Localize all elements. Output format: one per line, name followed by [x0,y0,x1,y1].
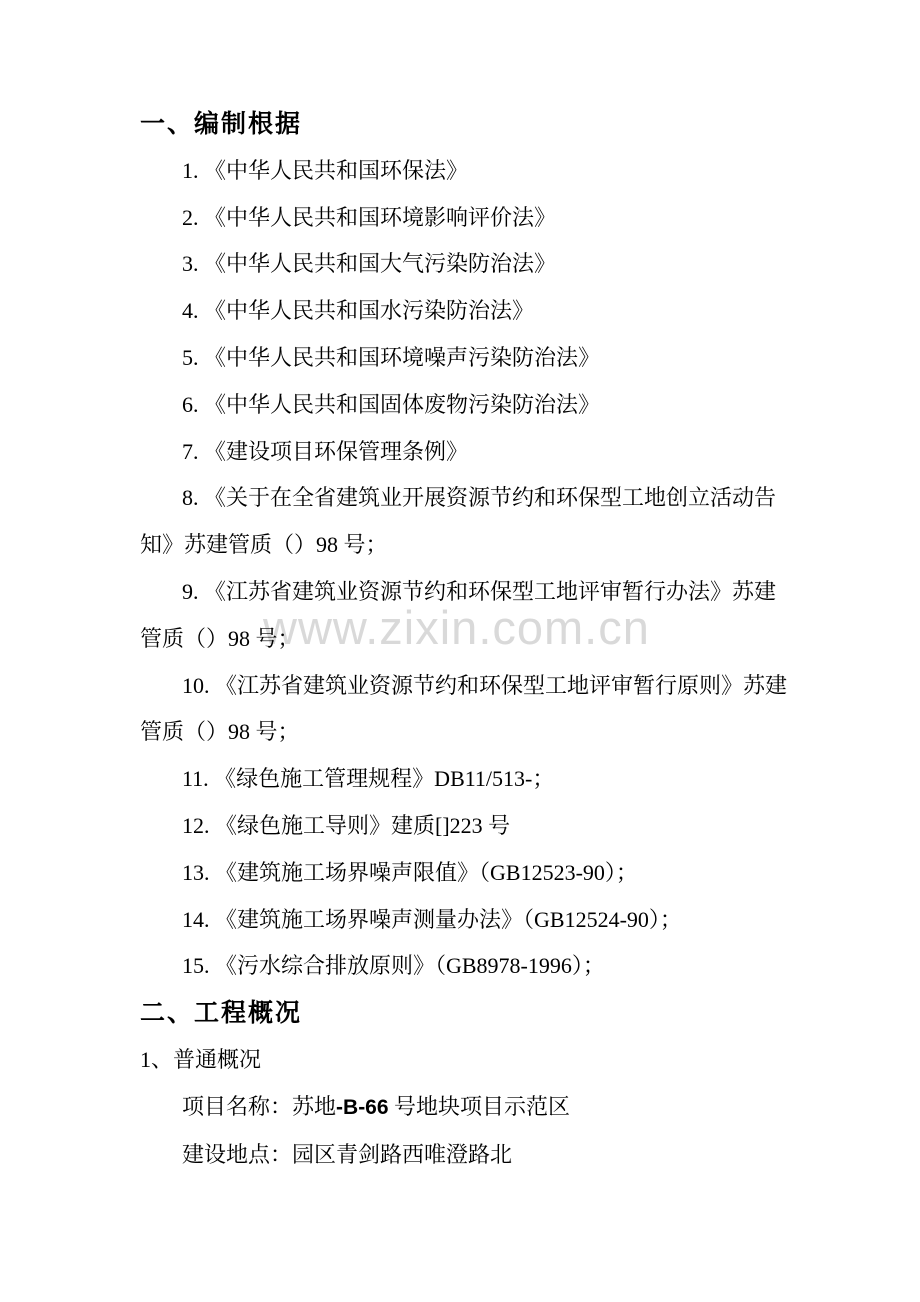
subsection-heading: 1、普通概况 [140,1046,262,1072]
watermark: www.zixin.com.cn [263,601,650,654]
list-item-7: 7. 《建设项目环保管理条例》 [182,438,469,464]
project-name-line [140,1084,805,1132]
project-name-value-code: -B-66 [336,1095,389,1119]
section-heading-1: 一、编制根据 [140,110,303,138]
location-line [140,1132,805,1179]
list-item-10-line-1: 10. 《江苏省建筑业资源节约和环保型工地评审暂行原则》苏建 [182,672,788,698]
list-item-13: 13. 《建筑施工场界噪声限值》（GB12523-90）； [182,859,638,885]
list-item-11: 11. 《绿色施工管理规程》DB11/513-； [182,766,555,792]
list-item-6: 6. 《中华人民共和国固体废物污染防治法》 [182,391,601,417]
list-item-3: 3. 《中华人民共和国大气污染防治法》 [182,251,557,277]
project-name-value-suffix: 号地块项目示范区 [388,1093,571,1119]
location-label: 建设地点： [182,1141,293,1167]
document-body [140,101,805,1178]
section-heading-2: 二、工程概况 [140,999,303,1028]
list-item-1: 1. 《中华人民共和国环保法》 [182,157,469,183]
list-item-15: 15. 《污水综合排放原则》（GB8978-1996）； [182,953,605,979]
list-item-8-line-2: 知》苏建管质（）98 号； [140,532,388,558]
list-item-9-line-2: 管质（）98 号； [140,625,300,651]
project-name-label: 项目名称： [182,1093,293,1119]
list-item-2: 2. 《中华人民共和国环境影响评价法》 [182,204,557,230]
list-item-4: 4. 《中华人民共和国水污染防治法》 [182,298,535,324]
list-item-14: 14. 《建筑施工场界噪声测量办法》（GB12524-90）； [182,906,682,932]
list-item-12: 12. 《绿色施工导则》建质[]223 号 [182,812,511,838]
list-item-9-line-1: 9. 《江苏省建筑业资源节约和环保型工地评审暂行办法》苏建 [182,578,777,604]
list-item-10-line-2: 管质（）98 号； [140,719,300,745]
list-item-5: 5. 《中华人民共和国环境噪声污染防治法》 [182,344,601,370]
location-value: 园区青剑路西唯澄路北 [292,1141,513,1167]
list-item-8-line-1: 8. 《关于在全省建筑业开展资源节约和环保型工地创立活动告 [182,485,777,511]
project-name-value-prefix: 苏地 [292,1093,337,1119]
